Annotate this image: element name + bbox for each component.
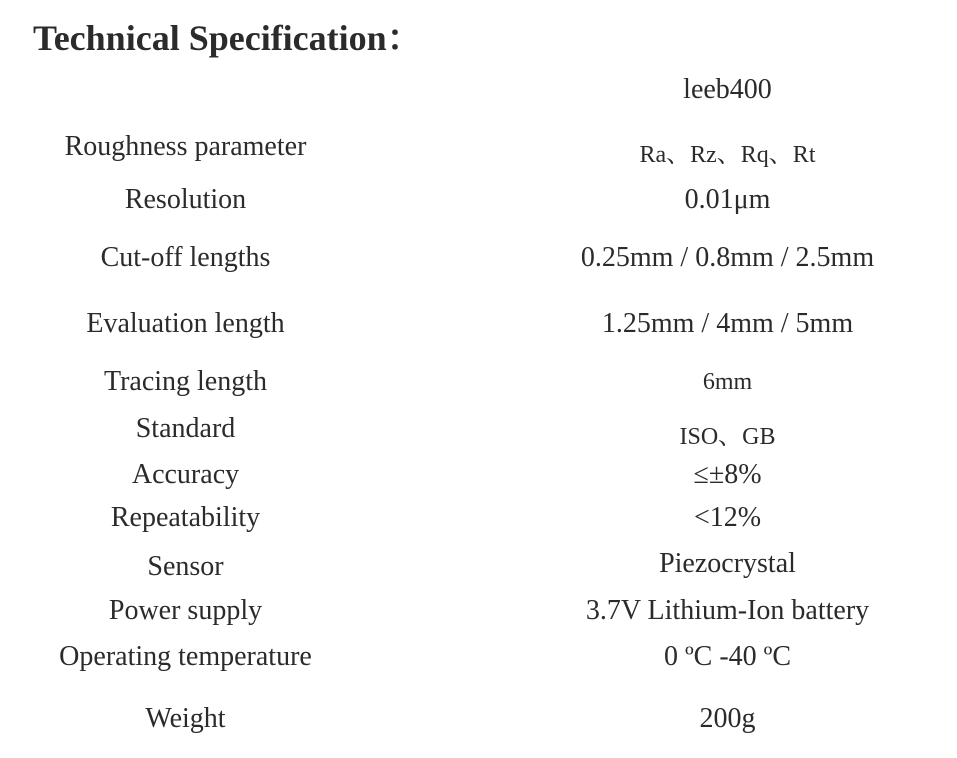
spec-label: Standard — [135, 413, 236, 444]
spec-value: 0.25mm / 0.8mm / 2.5mm — [580, 242, 875, 273]
model-header — [0, 72, 957, 108]
spec-value: 6mm — [702, 369, 753, 395]
spec-value: ISO、GB — [679, 424, 776, 450]
spec-value: <12% — [693, 502, 762, 533]
spec-value: ≤±8% — [693, 459, 762, 490]
spec-label: Cut-off lengths — [100, 242, 271, 273]
spec-value: 200g — [699, 703, 756, 734]
spec-label: Sensor — [147, 551, 224, 582]
spec-value: 1.25mm / 4mm / 5mm — [601, 308, 854, 339]
spec-value: Ra、Rz、Rq、Rt — [639, 142, 816, 168]
spec-value: Piezocrystal — [659, 548, 796, 579]
spec-value: 3.7V Lithium-Ion battery — [585, 595, 870, 626]
spec-label: Accuracy — [131, 459, 240, 490]
spec-value: 0.01μm — [684, 184, 771, 215]
spec-label: Tracing length — [103, 366, 268, 397]
spec-label: Power supply — [108, 595, 263, 626]
spec-label: Evaluation length — [86, 308, 285, 339]
spec-label: Roughness parameter — [64, 131, 307, 162]
spec-label: Repeatability — [110, 502, 261, 533]
spec-label: Weight — [145, 703, 226, 734]
spec-value: 0 ºC -40 ºC — [663, 641, 792, 672]
model-name: leeb400 — [683, 74, 772, 105]
spec-label: Operating temperature — [59, 641, 312, 672]
page-title: Technical Specification： — [33, 18, 423, 58]
spec-label: Resolution — [124, 184, 247, 215]
